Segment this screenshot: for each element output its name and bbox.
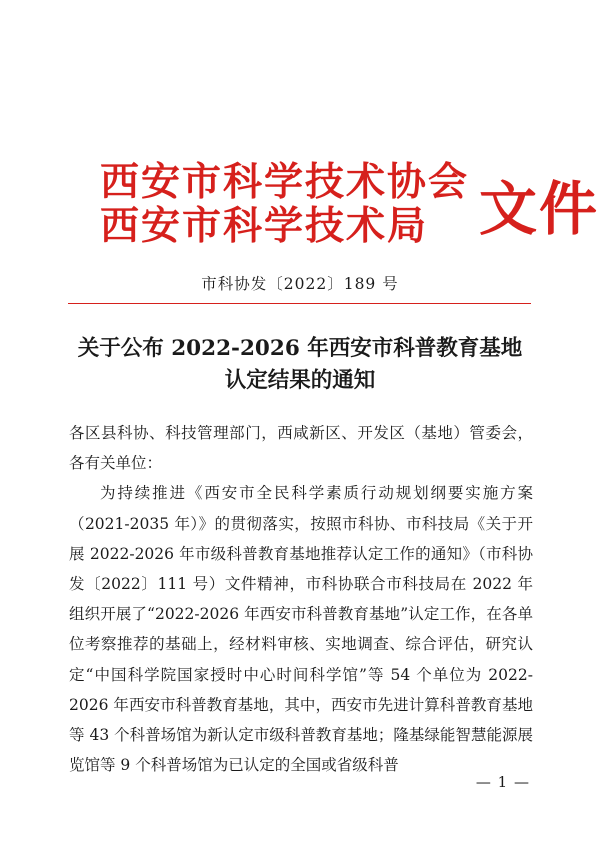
issuer-bureau: 西安市科学技术局 xyxy=(100,203,429,249)
issuing-organizations xyxy=(100,160,469,248)
title-line-2: 认定结果的通知 xyxy=(224,368,376,393)
recipients-line: 各区县科协、科技管理部门，西咸新区、开发区（基地）管委会，各有关单位： xyxy=(69,424,533,473)
body-paragraph: 为持续推进《西安市全民科学素质行动规划纲要实施方案（2021-2035 年）》的贯彻落实，按照市科协、市科技局《关于开展 2022-2026 年市级科普教育基地推荐认定工作的通知》（市科协发〔2022〕111 号）文件精神，市科协联合市科技局在 2022 年组织开展了“2022-2026 年西安市科普教育基地”认定工作，在各单位考察推荐的基础上，经材料审核、实地调查、综合评估，研究认定“中国科学院国家授时中心时间科学馆”等 54 个单位为 2022-2026 年西安市科普教育基地，其中，西安市先进计算科普教育基地等 43 个科普场馆为新认定市级科普教育基地；隆基绿能智慧能源展览馆等 9 个科普场馆为已认定的全国或省级科普 xyxy=(69,484,533,775)
page-number: — 1 — xyxy=(475,773,530,791)
red-divider-line xyxy=(68,303,531,304)
document-body xyxy=(69,418,533,780)
title-line-1: 关于公布 2022-2026 年西安市科普教育基地 xyxy=(77,336,523,361)
document-label: 文件 xyxy=(479,175,600,243)
document-number: 市科协发〔2022〕189 号 xyxy=(201,275,399,293)
issuer-association: 西安市科学技术协会 xyxy=(100,159,470,205)
letterhead xyxy=(100,160,599,248)
document-title xyxy=(0,333,600,397)
